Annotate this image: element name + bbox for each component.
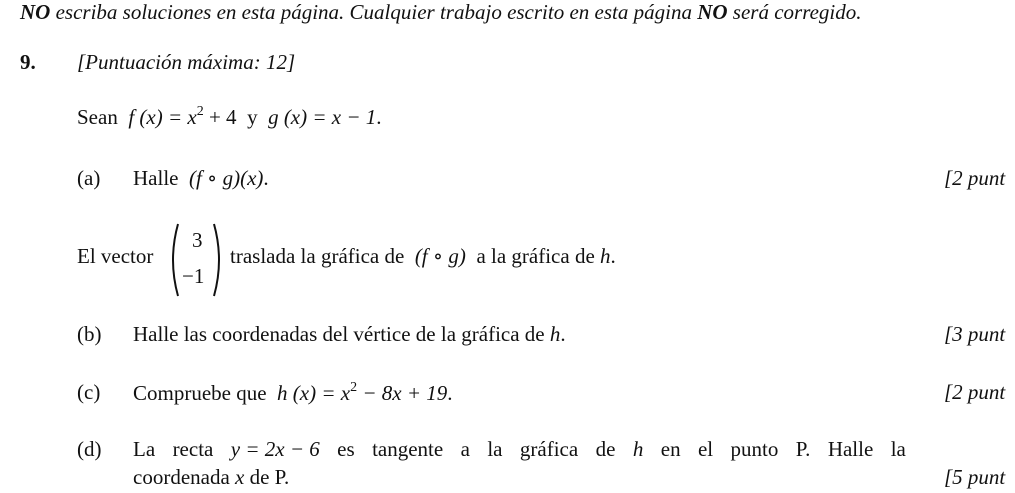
part-a-prefix: Halle bbox=[133, 166, 179, 190]
vector-top-component: 3 bbox=[192, 228, 203, 252]
part-a-label: (a) bbox=[77, 166, 101, 190]
part-d-word: la bbox=[890, 437, 906, 461]
part-d-word: la bbox=[487, 437, 503, 461]
vector-bottom-component: −1 bbox=[182, 264, 205, 288]
part-d-word: es bbox=[337, 437, 355, 461]
vector-h: h bbox=[600, 244, 611, 268]
part-d-word: de bbox=[595, 437, 616, 461]
part-a-period: . bbox=[263, 166, 269, 190]
vector-prefix: El vector bbox=[77, 244, 154, 268]
part-d-word: tangente bbox=[372, 437, 444, 461]
part-d-word: La bbox=[133, 437, 156, 461]
part-d-x: x bbox=[235, 465, 245, 489]
part-d-word: P. bbox=[795, 437, 811, 461]
max-points: [Puntuación máxima: 12] bbox=[77, 50, 296, 74]
part-d-line1 bbox=[133, 437, 906, 462]
part-b-label: (b) bbox=[77, 322, 102, 346]
part-c-marks: [2 punt bbox=[944, 380, 1006, 404]
translation-vector bbox=[168, 222, 224, 298]
part-c-prefix: Compruebe que bbox=[133, 381, 267, 405]
part-d-word: a bbox=[460, 437, 470, 461]
page-header-notice bbox=[20, 0, 862, 25]
intro-y: y bbox=[247, 105, 258, 129]
part-d-word: recta bbox=[172, 437, 214, 461]
part-b-period: . bbox=[560, 322, 566, 346]
part-b-sentence: Halle las coordenadas del vértice de la gráfica de bbox=[133, 322, 545, 346]
part-d-word: el bbox=[697, 437, 714, 461]
part-a-marks: [2 punt bbox=[944, 166, 1006, 190]
part-d-word: punto bbox=[730, 437, 779, 461]
vector-sentence bbox=[230, 244, 616, 269]
part-d-suffix: de P. bbox=[249, 465, 290, 489]
part-d-line-equation: y = 2x − 6 bbox=[230, 437, 320, 461]
part-c-text bbox=[133, 380, 453, 406]
vector-period: . bbox=[610, 244, 616, 268]
part-b-marks: [3 punt bbox=[944, 322, 1006, 346]
header-no-1: NO bbox=[20, 0, 51, 24]
intro-sean: Sean bbox=[77, 105, 118, 129]
part-b-h: h bbox=[549, 322, 561, 346]
part-d-coordenada: coordenada bbox=[133, 465, 230, 489]
part-a-math: (f ∘ g)(x) bbox=[188, 166, 264, 190]
part-c-label: (c) bbox=[77, 380, 101, 404]
vector-suffix: a la gráfica de bbox=[476, 244, 595, 268]
g-definition: g (x) = x − 1 bbox=[268, 105, 377, 129]
part-d-word: gráfica bbox=[519, 437, 579, 461]
f-definition: f $(x) = x^2 + 4$ bbox=[128, 104, 237, 129]
header-suffix: será corregido. bbox=[727, 0, 862, 24]
header-no-2: NO bbox=[697, 0, 728, 24]
part-c-math: h $(x) = x^2 - 8x + 19$ bbox=[277, 380, 448, 405]
intro-line bbox=[77, 104, 382, 130]
part-d-h: h bbox=[632, 437, 644, 461]
intro-period: . bbox=[376, 105, 382, 129]
question-number: 9. bbox=[20, 50, 36, 74]
vector-fog: (f ∘ g) bbox=[414, 244, 466, 268]
vector-text: traslada la gráfica de bbox=[230, 244, 405, 268]
part-c-period: . bbox=[447, 381, 453, 405]
part-d-word: en bbox=[660, 437, 681, 461]
part-b-text bbox=[133, 322, 566, 347]
part-d-label: (d) bbox=[77, 437, 102, 461]
part-d-line2 bbox=[133, 465, 289, 490]
part-d-marks: [5 punt bbox=[944, 465, 1006, 489]
part-a-text bbox=[133, 166, 269, 191]
part-d-word: Halle bbox=[827, 437, 874, 461]
header-middle: escriba soluciones en esta página. Cualquier trabajo escrito en esta página bbox=[50, 0, 698, 24]
